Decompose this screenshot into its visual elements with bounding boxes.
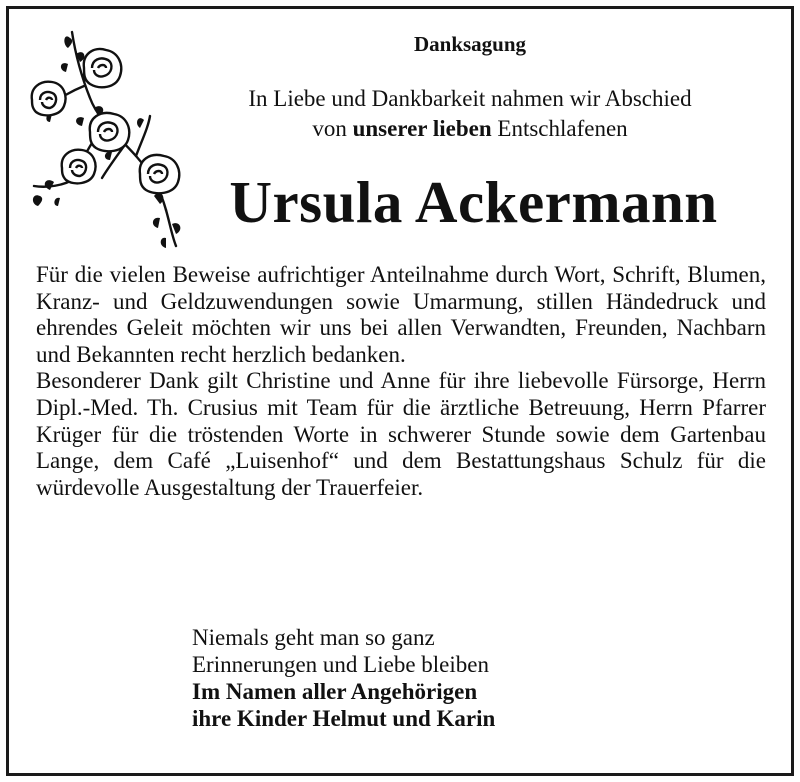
- closing-line-4: ihre Kinder Helmut und Karin: [192, 706, 496, 731]
- closing-line-2: Erinnerungen und Liebe bleiben: [192, 652, 489, 677]
- intro-line-1: In Liebe und Dankbarkeit nahmen wir Abschied: [248, 86, 692, 111]
- thanks-paragraph-2: Besonderer Dank gilt Christine und Anne für ihre liebevolle Fürsorge, Herrn Dipl.-Med. Th. Crusius mit Team für die ärztliche Betreuung, Herrn Pfarrer Krüger für die tröstenden Worte in schwerer Stunde sowie dem Gartenbau Lange, dem Café „Luisenhof“ und dem Bestattungshaus Schulz für die würdevolle Ausgestaltung der Trauerfeier.: [36, 368, 766, 500]
- deceased-name: Ursula Ackermann: [229, 169, 718, 235]
- intro-text: [200, 84, 740, 144]
- intro-line-2-post: Entschlafenen: [491, 116, 628, 141]
- intro-line-2-pre: von: [312, 116, 353, 141]
- thanks-text: [36, 262, 766, 501]
- notice-heading: Danksagung: [413, 32, 527, 56]
- closing-line-1: Niemals geht man so ganz: [192, 625, 435, 650]
- rose-branch-icon: [24, 28, 199, 250]
- closing-line-3: Im Namen aller Angehörigen: [192, 679, 478, 704]
- closing-block: [192, 624, 752, 732]
- intro-line-2-bold: unserer lieben: [352, 116, 492, 141]
- intro-line-2: [200, 114, 740, 144]
- thanks-paragraph-1: Für die vielen Beweise aufrichtiger Anteilnahme durch Wort, Schrift, Blumen, Kranz- und Geldzuwendungen sowie Umarmung, stillen Händedruck und ehrendes Geleit möchten wir uns bei allen Verwandten, Freunden, Nachbarn und Bekannten recht herzlich bedanken.: [36, 262, 766, 367]
